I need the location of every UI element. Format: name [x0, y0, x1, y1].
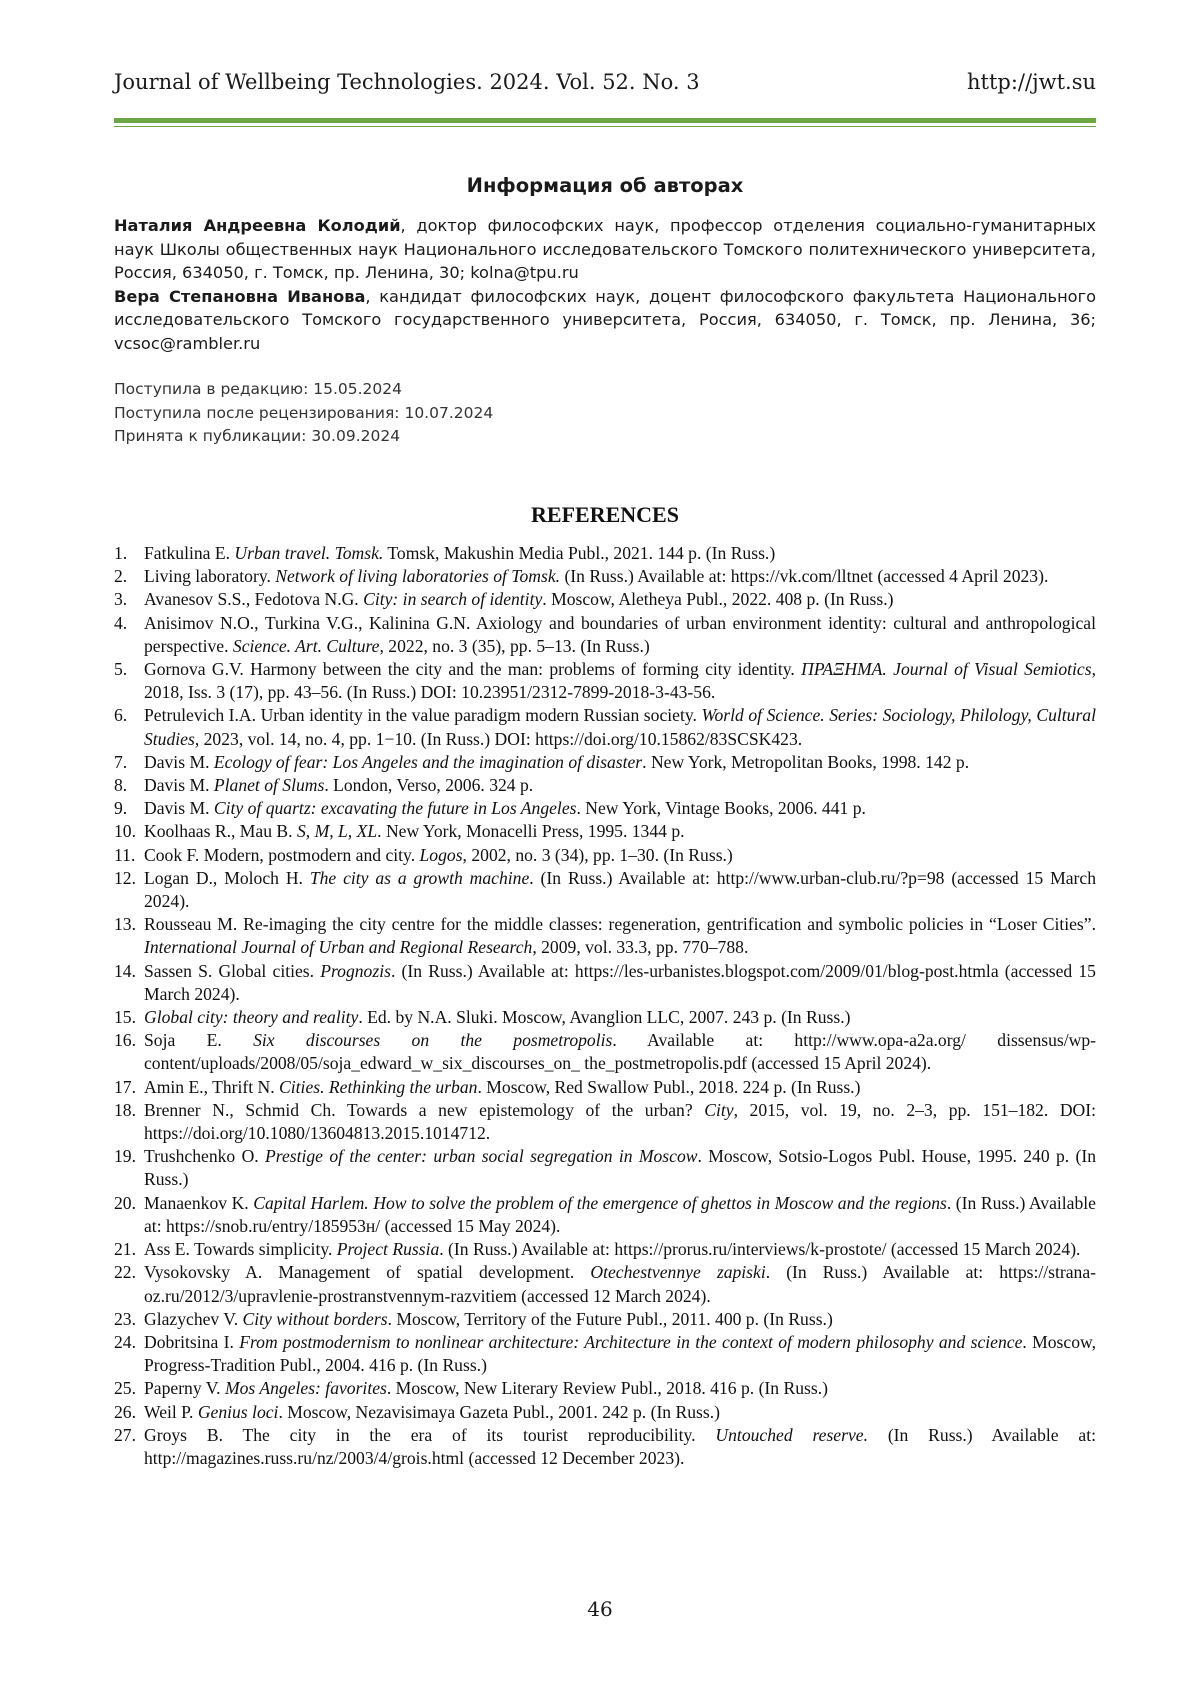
reference-number: 5. [114, 659, 128, 680]
reference-text: Davis M. [144, 798, 214, 819]
reference-number: 2. [114, 566, 128, 587]
reference-text: Anisimov N.O., Turkina V.G., Kalinina G.N. Axiology and boundaries of urban environment identity: cultural and anthropological perspective. [144, 612, 1096, 656]
reference-item [114, 612, 1096, 658]
reference-number: 16. [114, 1030, 136, 1051]
reference-text: . (In Russ.) Available at: https://snob.ru/entry/185953н/ (accessed 15 May 2024). [144, 1192, 1096, 1236]
reference-item [114, 658, 1096, 704]
reference-item [114, 1029, 1096, 1075]
reference-item [114, 1331, 1096, 1377]
reference-text: , 2018, Iss. 3 (17), pp. 43–56. (In Russ.) DOI: 10.23951/2312-7899-2018-3-43-56. [144, 659, 1096, 703]
reference-item [114, 1261, 1096, 1307]
reference-text: . Available at: http://www.opa-a2a.org/ dissensus/wp-content/uploads/2008/05/soja_edward_w_six_discourses_on_ the_postmetropolis.pdf (accessed 15 April 2024). [144, 1030, 1096, 1074]
reference-text: , 2023, vol. 14, no. 4, pp. 1−10. (In Russ.) DOI: https://doi.org/10.15862/83SCSK423. [194, 728, 803, 749]
reference-number: 17. [114, 1076, 136, 1097]
reference-number: 13. [114, 914, 136, 935]
reference-title-italic: Urban travel. Tomsk. [234, 543, 384, 563]
reference-item [114, 565, 1096, 588]
reference-text: . (In Russ.) Available at: https://prorus.ru/interviews/k-prostote/ (accessed 15 March 2024). [439, 1239, 1081, 1260]
reference-text: Glazychev V. [144, 1308, 243, 1329]
reference-number: 18. [114, 1099, 136, 1120]
reference-number: 23. [114, 1308, 136, 1329]
reference-item [114, 1238, 1096, 1261]
reference-number: 9. [114, 798, 128, 819]
reference-item [114, 588, 1096, 611]
reference-text: Brenner N., Schmid Ch. Towards a new epistemology of the urban? [144, 1099, 705, 1120]
reference-text: Davis M. [144, 775, 214, 796]
reference-text: . Moscow, Progress-Tradition Publ., 2004. 416 p. (In Russ.) [144, 1331, 1096, 1376]
reference-text: Vysokovsky A. Management of spatial development. [144, 1262, 591, 1283]
reference-text: Sassen S. Global cities. [144, 960, 321, 981]
author-details: , доктор философских наук, профессор отделения социально-гуманитарных наук Школы общественных наук Национального исследовательского Томского политехнического университета, Россия, 634050, г. Томск, пр. Ленина, 30; kolna@tpu.ru [114, 216, 1096, 283]
reference-text: Soja E. [144, 1030, 254, 1051]
date-reviewed: Поступила после рецензирования: 10.07.2024 [114, 403, 494, 422]
reference-item [114, 1377, 1096, 1400]
journal-title: Journal of Wellbeing Technologies. 2024. Vol. 52. No. 3 [114, 70, 700, 94]
reference-item [114, 820, 1096, 843]
reference-title-italic: Prestige of the center: urban social segregation in Moscow [265, 1146, 698, 1167]
reference-number: 12. [114, 867, 136, 888]
reference-number: 25. [114, 1378, 136, 1399]
reference-text: Cook F. Modern, postmodern and city. [144, 844, 420, 865]
reference-title-italic: ΠΡΑΞΗΜΑ. Journal of Visual Semiotics [801, 659, 1092, 680]
reference-number: 24. [114, 1331, 136, 1352]
reference-number: 1. [114, 543, 128, 563]
reference-number: 3. [114, 589, 128, 610]
reference-text: , 2022, no. 3 (35), pp. 5–13. (In Russ.) [379, 635, 650, 656]
reference-item [114, 960, 1096, 1006]
reference-text: . Moscow, New Literary Review Publ., 2018. 416 p. (In Russ.) [386, 1378, 828, 1399]
reference-title-italic: Cities. Rethinking the urban [279, 1076, 478, 1097]
reference-title-italic: Capital Harlem. How to solve the problem of the emergence of ghettos in Moscow and the regions [253, 1192, 947, 1213]
reference-item [114, 797, 1096, 820]
reference-item [114, 542, 1096, 565]
reference-text: , 2009, vol. 33.3, pp. 770–788. [532, 937, 749, 958]
date-received: Поступила в редакцию: 15.05.2024 [114, 380, 402, 398]
reference-item [114, 1076, 1096, 1099]
reference-title-italic: World of Science. Series: Sociology, Philology, Cultural Studies [144, 705, 1096, 749]
reference-text: . (In Russ.) Available at: http://www.urban-club.ru/?p=98 (accessed 15 March 2024). [144, 867, 1096, 912]
header-rule-thin [114, 126, 1096, 127]
reference-title-italic: Untouched reserve. [715, 1424, 868, 1445]
reference-title-italic: Network of living laboratories of Tomsk. [275, 566, 561, 587]
reference-text: Manaenkov K. [144, 1192, 254, 1213]
reference-item [114, 1006, 1096, 1029]
reference-text: Amin E., Thrift N. [144, 1076, 280, 1097]
page-number: 46 [587, 1597, 613, 1621]
reference-title-italic: Otechestvennye zapiski [590, 1262, 766, 1283]
reference-item [114, 844, 1096, 867]
author-details: , кандидат философских наук, доцент философского факультета Национального исследовательского Томского государственного университета, Россия, 634050, г. Томск, пр. Ленина, 36; vcsoc@rambler.ru [114, 286, 1096, 353]
reference-text: , 2015, vol. 19, no. 2–3, pp. 151–182. DOI: https://doi.org/10.1080/13604813.2015.1014712. [144, 1099, 1096, 1144]
reference-title-italic: City without borders [242, 1308, 388, 1329]
reference-item [114, 704, 1096, 750]
reference-text: Petrulevich I.A. Urban identity in the value paradigm modern Russian society. [144, 705, 702, 726]
reference-item [114, 774, 1096, 797]
author-entry [114, 214, 1096, 285]
reference-title-italic: From postmodernism to nonlinear architecture: Architecture in the context of modern philosophy and science [239, 1331, 1023, 1352]
reference-title-italic: Planet of Slums [213, 775, 325, 796]
reference-text: Rousseau M. Re-imaging the city centre for the middle classes: regeneration, gentrification and symbolic policies in “Loser Cities”. [144, 914, 1096, 935]
reference-item [114, 1424, 1096, 1470]
reference-text: Koolhaas R., Mau B. [144, 821, 297, 842]
reference-text: Davis M. [144, 751, 214, 772]
reference-title-italic: Ecology of fear: Los Angeles and the imagination of disaster [213, 751, 643, 772]
reference-number: 8. [114, 775, 128, 796]
running-header [114, 70, 1096, 94]
reference-text: Living laboratory. [144, 566, 276, 587]
references-title: REFERENCES [531, 502, 679, 527]
reference-text: Ass E. Towards simplicity. [144, 1239, 337, 1260]
reference-text: . Moscow, Territory of the Future Publ., 2011. 400 p. (In Russ.) [387, 1308, 833, 1329]
author-name: Вера Степановна Иванова [114, 286, 366, 306]
reference-text: Trushchenko O. [144, 1146, 266, 1167]
reference-text: Gornova G.V. Harmony between the city and the man: problems of forming city identity. [144, 659, 802, 680]
reference-number: 4. [114, 612, 128, 633]
reference-number: 7. [114, 751, 128, 772]
reference-item [114, 1099, 1096, 1145]
reference-number: 6. [114, 705, 128, 726]
reference-number: 15. [114, 1007, 136, 1028]
reference-item [114, 913, 1096, 959]
reference-text: (In Russ.) Available at: http://magazines.russ.ru/nz/2003/4/grois.html (accessed 12 December 2023). [144, 1424, 1097, 1468]
reference-text: . (In Russ.) Available at: https://strana-oz.ru/2012/3/upravlenie-prostranstvennym-razvitiem (accessed 12 March 2024). [144, 1262, 1096, 1306]
reference-number: 14. [114, 960, 136, 981]
reference-text: . Ed. by N.A. Sluki. Moscow, Avanglion LLC, 2007. 243 p. (In Russ.) [358, 1007, 851, 1028]
reference-number: 26. [114, 1401, 136, 1422]
reference-text: (In Russ.) Available at: https://vk.com/lltnet (accessed 4 April 2023). [560, 566, 1049, 587]
reference-title-italic: City: in search of identity [363, 589, 543, 610]
author-name: Наталия Андреевна Колодий [114, 216, 401, 235]
author-entry [114, 285, 1096, 356]
reference-title-italic: City [704, 1099, 734, 1120]
reference-text: , 2002, no. 3 (34), pp. 1–30. (In Russ.) [462, 844, 733, 865]
reference-title-italic: Prognozis [320, 960, 391, 981]
reference-item [114, 751, 1096, 774]
reference-number: 21. [114, 1239, 136, 1260]
reference-text: . New York, Vintage Books, 2006. 441 p. [576, 798, 866, 819]
reference-title-italic: Project Russia [336, 1239, 440, 1260]
reference-number: 22. [114, 1262, 136, 1283]
reference-text: Paperny V. [144, 1378, 225, 1399]
reference-text: . London, Verso, 2006. 324 p. [324, 775, 534, 796]
reference-number: 10. [114, 821, 136, 842]
submission-dates [114, 378, 814, 449]
reference-text: . New York, Metropolitan Books, 1998. 142 p. [642, 751, 970, 772]
reference-item [114, 1308, 1096, 1331]
reference-text: . Moscow, Aletheya Publ., 2022. 408 p. (In Russ.) [542, 589, 894, 610]
header-rule-thick [114, 118, 1096, 123]
reference-number: 20. [114, 1192, 136, 1213]
reference-title-italic: S, M, L, XL [296, 821, 378, 842]
reference-item [114, 1192, 1096, 1238]
reference-number: 11. [114, 844, 136, 865]
reference-title-italic: Logos [419, 844, 463, 865]
reference-text: Avanesov S.S., Fedotova N.G. [144, 589, 364, 610]
date-accepted: Принята к публикации: 30.09.2024 [114, 427, 401, 445]
reference-title-italic: City of quartz: excavating the future in Los Angeles [213, 798, 577, 819]
reference-title-italic: Genius loci [197, 1401, 279, 1422]
reference-text: Logan D., Moloch H. [144, 867, 310, 888]
reference-text: . Moscow, Sotsio-Logos Publ. House, 1995. 240 p. (In Russ.) [144, 1146, 1096, 1190]
reference-title-italic: Science. Art. Culture [232, 635, 380, 656]
authors-list [114, 214, 1096, 356]
reference-number: 19. [114, 1146, 136, 1167]
reference-title-italic: Global city: theory and reality [144, 1007, 359, 1028]
reference-number: 27. [114, 1424, 136, 1445]
reference-item [114, 1401, 1096, 1424]
reference-title-italic: Mos Angeles: favorites [224, 1378, 387, 1399]
reference-title-italic: Six discourses on the posmetropolis [253, 1030, 613, 1051]
reference-text: Fatkulina E. [144, 543, 235, 563]
reference-text: . Moscow, Red Swallow Publ., 2018. 224 p. (In Russ.) [477, 1076, 861, 1097]
authors-section-title: Информация об авторах [466, 174, 744, 197]
reference-text: Dobritsina I. [144, 1331, 240, 1352]
reference-text: . Moscow, Nezavisimaya Gazeta Publ., 2001. 242 p. (In Russ.) [278, 1401, 720, 1422]
reference-text: Tomsk, Makushin Media Publ., 2021. 144 p. (In Russ.) [383, 543, 776, 563]
reference-text: Groys B. The city in the era of its tourist reproducibility. [144, 1424, 716, 1445]
references-list [114, 542, 1096, 1470]
reference-text: Weil P. [144, 1401, 198, 1422]
reference-title-italic: International Journal of Urban and Regional Research [144, 937, 533, 958]
reference-text: . New York, Monacelli Press, 1995. 1344 p. [377, 821, 685, 842]
journal-url[interactable]: http://jwt.su [967, 70, 1096, 94]
reference-text: . (In Russ.) Available at: https://les-urbanistes.blogspot.com/2009/01/blog-post.htmla (accessed 15 March 2024). [144, 960, 1096, 1004]
reference-title-italic: The city as a growth machine [309, 867, 530, 888]
reference-item [114, 867, 1096, 913]
reference-item [114, 1145, 1096, 1191]
